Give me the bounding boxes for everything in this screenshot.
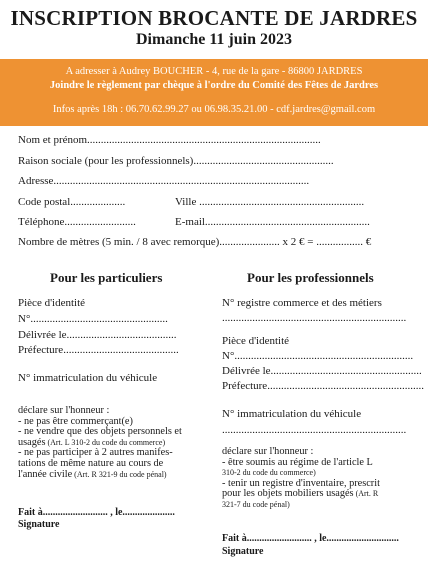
payment-line: Joindre le règlement par chèque à l'ordre du Comité des Fêtes de Jardres xyxy=(49,80,379,91)
private-signature: Signature xyxy=(18,519,60,530)
pro-id-date[interactable]: Délivrée le....................................................... xyxy=(222,365,422,377)
pro-registry-field[interactable]: ................................................................... xyxy=(222,312,407,324)
pro-registry-label: N° registre commerce et des métiers xyxy=(222,297,382,309)
professional-heading: Pour les professionnels xyxy=(247,270,374,285)
pro-declaration: déclare sur l'honneur : - être soumis au régime de l'article L 310-2 du code du commerce) - tenir un registre d'inventaire, prescrit pour les objets mobiliers usagés (Art. R 321-7 du code pénal) xyxy=(222,446,380,509)
private-id-label: Pièce d'identité xyxy=(18,297,86,309)
city-field[interactable]: Ville ............................................................ xyxy=(175,196,365,208)
name-field[interactable]: Nom et prénom..................................................................................... xyxy=(18,134,321,146)
pro-id-prefecture[interactable]: Préfecture......................................................... xyxy=(222,380,424,392)
pro-id-number[interactable]: N°................................................................. xyxy=(222,350,414,362)
private-heading: Pour les particuliers xyxy=(50,270,163,285)
address-field[interactable]: Adresse............................................................................................. xyxy=(18,175,310,187)
contact-band xyxy=(0,59,428,126)
company-field[interactable]: Raison sociale (pour les professionnels)................................................... xyxy=(18,155,334,167)
private-plate[interactable]: N° immatriculation du véhicule xyxy=(18,372,158,384)
private-id-number[interactable]: N°.................................................. xyxy=(18,313,168,325)
phone-field[interactable]: Téléphone.......................... xyxy=(18,216,136,228)
pro-place-date[interactable]: Fait à.......................... , le............................. xyxy=(222,533,399,544)
private-id-prefecture[interactable]: Préfecture.......................................... xyxy=(18,344,179,356)
info-line: Infos après 18h : 06.70.62.99.27 ou 06.98.35.21.00 - cdf.jardres@gmail.com xyxy=(52,104,376,115)
pro-plate-field[interactable]: ................................................................... xyxy=(222,424,407,436)
pro-signature: Signature xyxy=(222,546,264,557)
private-id-date[interactable]: Délivrée le........................................ xyxy=(18,329,177,341)
pro-plate-label: N° immatriculation du véhicule xyxy=(222,408,362,420)
form-title: INSCRIPTION BROCANTE DE JARDRES xyxy=(10,6,418,30)
event-date: Dimanche 11 juin 2023 xyxy=(135,31,292,48)
address-line: A adresser à Audrey BOUCHER - 4, rue de la gare - 86800 JARDRES xyxy=(65,66,363,77)
email-field[interactable]: E-mail............................................................ xyxy=(175,216,370,228)
private-declaration: déclare sur l'honneur : - ne pas être commerçant(e) - ne vendre que des objets personnels et usagés (Art. L 310-2 du code du commerce) - ne pas participer à 2 autres manifes- tations de même nature au cours de l'année civile (Art. R 321-9 du code pénal) xyxy=(18,405,182,480)
postal-code-field[interactable]: Code postal.................... xyxy=(18,196,126,208)
private-place-date[interactable]: Fait à.......................... , le..................... xyxy=(18,507,175,518)
meters-field[interactable]: Nombre de mètres (5 min. / 8 avec remorque)...................... x 2 € = ................. € xyxy=(18,236,372,248)
pro-id-label: Pièce d'identité xyxy=(222,335,290,347)
